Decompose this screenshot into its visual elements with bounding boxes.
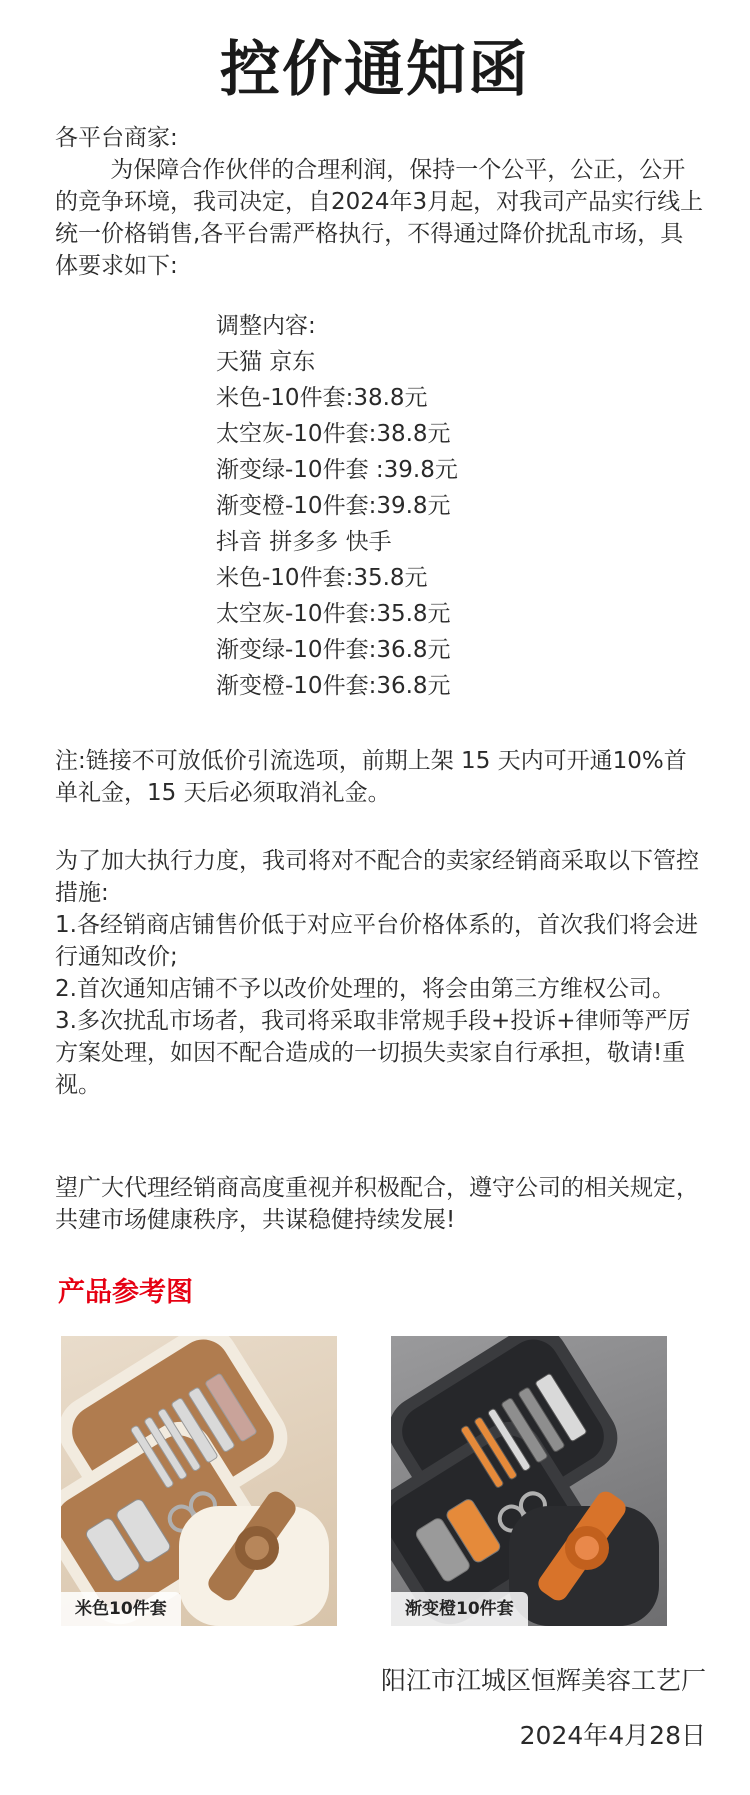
orange-kit-illustration: [391, 1336, 667, 1626]
price-item: 太空灰-10件套:35.8元: [216, 601, 451, 627]
product-image-orange: [391, 1336, 667, 1626]
price-list: [216, 308, 636, 704]
measure-item: 2.首次通知店铺不予以改价处理的，将会由第三方维权公司。: [55, 976, 675, 1002]
measures-section: [55, 845, 705, 1101]
reference-title: 产品参考图: [58, 1277, 193, 1308]
price-item: 渐变绿-10件套:36.8元: [216, 637, 451, 663]
closing-paragraph: 望广大代理经销商高度重视并积极配合，遵守公司的相关规定，共建市场健康秩序，共谋稳健持续发展!: [55, 1175, 699, 1233]
price-item: 渐变橙-10件套:39.8元: [216, 493, 451, 519]
price-item: 米色-10件套:38.8元: [216, 385, 428, 411]
intro-paragraph: [55, 154, 705, 282]
product-label-beige: 米色10件套: [61, 1592, 181, 1626]
intro-text: 为保障合作伙伴的合理利润，保持一个公平，公正，公开的竞争环境，我司决定，自2024年3月起，对我司产品实行线上统一价格销售,各平台需严格执行，不得通过降价扰乱市场，具体要求如下:: [55, 157, 704, 279]
price-item: 渐变绿-10件套 :39.8元: [216, 457, 458, 483]
product-image-beige: [61, 1336, 337, 1626]
measure-item: 3.多次扰乱市场者，我司将采取非常规手段+投诉+律师等严厉方案处理，如因不配合造成的一切损失卖家自行承担，敬请!重视。: [55, 1008, 691, 1098]
price-item: 太空灰-10件套:38.8元: [216, 421, 451, 447]
measure-item: 1.各经销商店铺售价低于对应平台价格体系的，首次我们将会进行通知改价;: [55, 912, 698, 970]
platform-group-1: 天猫 京东: [216, 349, 316, 375]
note-paragraph: 注:链接不可放低价引流选项，前期上架 15 天内可开通10%首单礼金，15 天后必须取消礼金。: [55, 748, 687, 806]
price-list-heading: 调整内容:: [216, 313, 316, 339]
company-name: 阳江市江城区恒辉美容工艺厂: [380, 1666, 706, 1695]
price-item: 渐变橙-10件套:36.8元: [216, 673, 451, 699]
page-title: 控价通知函: [220, 35, 530, 105]
measures-intro: 为了加大执行力度，我司将对不配合的卖家经销商采取以下管控措施:: [55, 848, 699, 906]
greeting: 各平台商家:: [55, 125, 178, 151]
product-label-orange: 渐变橙10件套: [391, 1592, 528, 1626]
issue-date: 2024年4月28日: [519, 1721, 706, 1750]
beige-kit-illustration: [61, 1336, 337, 1626]
price-item: 米色-10件套:35.8元: [216, 565, 428, 591]
platform-group-2: 抖音 拼多多 快手: [216, 529, 392, 555]
